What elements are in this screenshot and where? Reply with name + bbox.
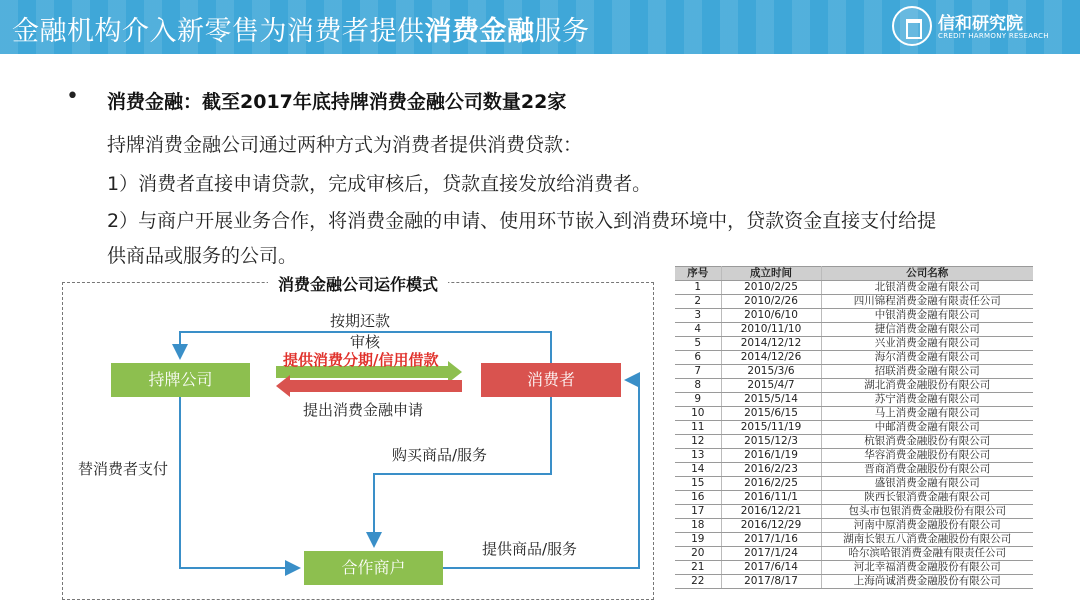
node-consumer: 消费者 [481,363,621,397]
table-row [675,407,1033,421]
bullet-icon: • [66,84,79,109]
section-heading: 消费金融：截至2017年底持牌消费金融公司数量22家 [107,91,567,113]
label-provide: 提供消费分期/信用借款 [283,351,439,369]
table-row [675,281,1033,295]
cell-index: 21 [675,561,721,575]
cell-date: 2015/6/15 [721,407,821,421]
table-row [675,505,1033,519]
cell-company: 苏宁消费金融有限公司 [821,393,1033,407]
table-row [675,435,1033,449]
header-company: 公司名称 [821,267,1033,281]
table-row [675,365,1033,379]
cell-index: 16 [675,491,721,505]
cell-company: 捷信消费金融有限公司 [821,323,1033,337]
table-row [675,463,1033,477]
cell-company: 杭银消费金融股份有限公司 [821,435,1033,449]
cell-company: 北银消费金融有限公司 [821,281,1033,295]
cell-date: 2014/12/26 [721,351,821,365]
cell-company: 盛银消费金融有限公司 [821,477,1033,491]
logo-text-en: CREDIT HARMONY RESEARCH [938,32,1049,40]
table-row [675,393,1033,407]
cell-index: 19 [675,533,721,547]
table-row [675,351,1033,365]
table-row [675,491,1033,505]
cell-index: 18 [675,519,721,533]
cell-company: 招联消费金融有限公司 [821,365,1033,379]
header-date: 成立时间 [721,267,821,281]
cell-index: 4 [675,323,721,337]
paragraph-line-2: 1）消费者直接申请贷款，完成审核后，贷款直接发放给消费者。 [107,173,652,195]
cell-index: 1 [675,281,721,295]
label-apply: 提出消费金融申请 [303,401,424,419]
cell-index: 22 [675,575,721,589]
cell-date: 2016/12/29 [721,519,821,533]
cell-index: 6 [675,351,721,365]
cell-index: 9 [675,393,721,407]
label-review: 审核 [350,333,381,351]
cell-date: 2017/8/17 [721,575,821,589]
cell-company: 湖南长银五八消费金融股份有限公司 [821,533,1033,547]
table-header-row [675,267,1033,281]
label-supply: 提供商品/服务 [482,540,578,558]
table-row [675,337,1033,351]
table-row [675,449,1033,463]
cell-index: 2 [675,295,721,309]
table-row [675,477,1033,491]
diagram-title: 消费金融公司运作模式 [268,272,448,295]
cell-company: 包头市包银消费金融股份有限公司 [821,505,1033,519]
table-row [675,309,1033,323]
cell-date: 2016/12/21 [721,505,821,519]
pay-arrow [180,397,297,568]
table-row [675,379,1033,393]
cell-company: 中银消费金融有限公司 [821,309,1033,323]
cell-index: 10 [675,407,721,421]
table-row [675,519,1033,533]
cell-date: 2015/3/6 [721,365,821,379]
cell-index: 8 [675,379,721,393]
cell-company: 哈尔滨哈银消费金融有限责任公司 [821,547,1033,561]
cell-date: 2016/2/25 [721,477,821,491]
cell-date: 2015/12/3 [721,435,821,449]
cell-date: 2010/6/10 [721,309,821,323]
cell-company: 河北幸福消费金融股份有限公司 [821,561,1033,575]
cell-date: 2014/12/12 [721,337,821,351]
cell-index: 17 [675,505,721,519]
cell-date: 2017/1/24 [721,547,821,561]
table-row [675,323,1033,337]
cell-date: 2015/5/14 [721,393,821,407]
cell-date: 2017/6/14 [721,561,821,575]
node-merchant: 合作商户 [304,551,443,585]
cell-date: 2016/1/19 [721,449,821,463]
cell-company: 上海尚诚消费金融股份有限公司 [821,575,1033,589]
node-licensed-company: 持牌公司 [111,363,250,397]
cell-date: 2016/2/23 [721,463,821,477]
cell-company: 四川锦程消费金融有限责任公司 [821,295,1033,309]
cell-company: 湖北消费金融股份有限公司 [821,379,1033,393]
table-row [675,533,1033,547]
cell-index: 11 [675,421,721,435]
cell-company: 兴业消费金融有限公司 [821,337,1033,351]
cell-date: 2010/11/10 [721,323,821,337]
cell-index: 7 [675,365,721,379]
page-title: 金融机构介入新零售为消费者提供消费金融服务 [12,16,590,47]
cell-company: 晋商消费金融股份有限公司 [821,463,1033,477]
cell-index: 12 [675,435,721,449]
cell-company: 河南中原消费金融股份有限公司 [821,519,1033,533]
cell-company: 海尔消费金融有限公司 [821,351,1033,365]
header-index: 序号 [675,267,721,281]
cell-company: 华容消费金融股份有限公司 [821,449,1033,463]
cell-index: 15 [675,477,721,491]
cell-company: 马上消费金融有限公司 [821,407,1033,421]
table-row [675,295,1033,309]
cell-date: 2010/2/26 [721,295,821,309]
cell-date: 2016/11/1 [721,491,821,505]
cell-date: 2015/4/7 [721,379,821,393]
label-buy: 购买商品/服务 [392,446,488,464]
paragraph-line-3: 2）与商户开展业务合作，将消费金融的申请、使用环节嵌入到消费环境中，贷款资金直接支付给提 [107,210,937,232]
table-row [675,421,1033,435]
cell-date: 2017/1/16 [721,533,821,547]
cell-company: 陕西长银消费金融有限公司 [821,491,1033,505]
table-row [675,561,1033,575]
apply-arrow [276,375,462,397]
logo-text-cn: 信和研究院 [938,14,1023,34]
label-pay-for: 替消费者支付 [78,460,169,478]
paragraph-line-1: 持牌消费金融公司通过两种方式为消费者提供消费贷款： [107,134,583,156]
cell-index: 5 [675,337,721,351]
cell-index: 14 [675,463,721,477]
cell-company: 中邮消费金融有限公司 [821,421,1033,435]
paragraph-line-4: 供商品或服务的公司。 [107,245,298,267]
cell-date: 2010/2/25 [721,281,821,295]
cell-index: 20 [675,547,721,561]
table-row [675,547,1033,561]
cell-index: 3 [675,309,721,323]
table-row [675,575,1033,589]
company-table [675,266,1033,589]
cell-date: 2015/11/19 [721,421,821,435]
label-repay: 按期还款 [330,312,391,330]
cell-index: 13 [675,449,721,463]
